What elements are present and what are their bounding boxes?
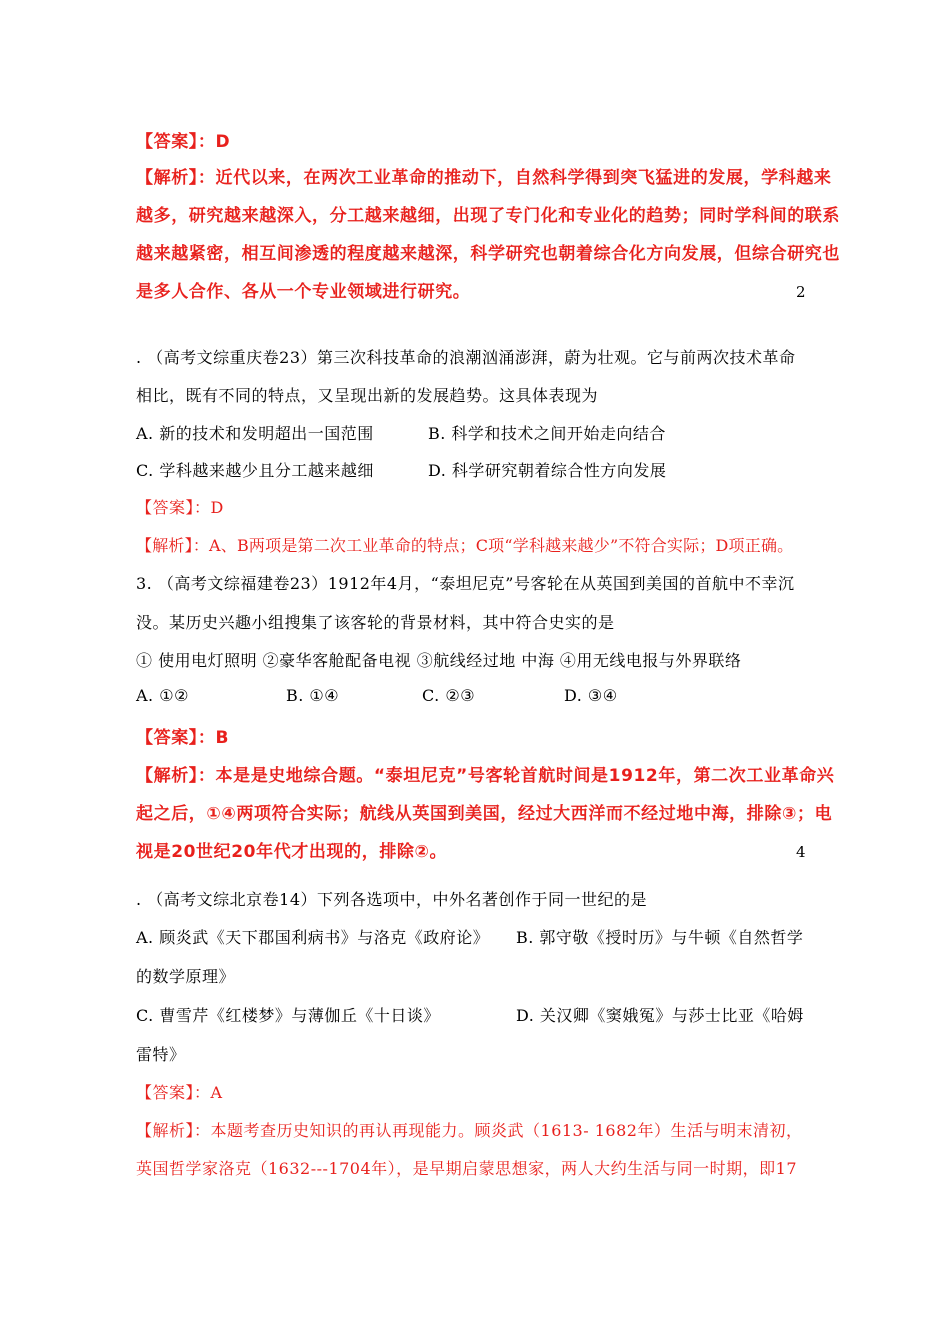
option-d: D. ③④ <box>564 686 618 705</box>
explanation-line: 【解析】：本是是史地综合题。“泰坦尼克”号客轮首航时间是1912年，第二次工业革命兴 <box>136 766 835 786</box>
question-stem: 3. （高考文综福建卷23）1912年4月，“泰坦尼克”号客轮在从英国到美国的首航中不幸沉 <box>136 574 795 593</box>
explanation-line: 英国哲学家洛克（1632---1704年），是早期启蒙思想家，两人大约生活与同一时期，即17 <box>136 1159 798 1178</box>
question-stem: 没。某历史兴趣小组搜集了该客轮的背景材料，其中符合史实的是 <box>136 613 615 632</box>
answer-value: ：D <box>194 498 224 517</box>
answer-label: 【答案】 <box>136 728 198 748</box>
page-number: 2 <box>796 283 806 301</box>
option-a: A. 顾炎武《天下郡国利病书》与洛克《政府论》 <box>136 928 490 947</box>
answer-line-2 <box>136 495 224 518</box>
explanation-line: 视是20世纪20年代才出现的，排除②。 <box>136 842 448 862</box>
explanation-line: 【解析】：A、B两项是第二次工业革命的特点；C项“学科越来越少”不符合实际；D项正确。 <box>136 536 794 555</box>
page-number: 4 <box>796 843 806 861</box>
option-c: C. 曹雪芹《红楼梦》与薄伽丘《十日谈》 <box>136 1006 440 1025</box>
answer-label: 【答案】 <box>136 1083 195 1102</box>
option-c: C. ②③ <box>422 686 476 705</box>
explanation-label: 【解析】 <box>136 1121 195 1140</box>
option-d: D. 关汉卿《窦娥冤》与莎士比亚《哈姆 <box>516 1006 804 1025</box>
option-b: B. 科学和技术之间开始走向结合 <box>428 424 666 443</box>
option-b-continued: 的数学原理》 <box>136 967 236 986</box>
question-stem: 相比，既有不同的特点，又呈现出新的发展趋势。这具体表现为 <box>136 386 599 405</box>
answer-line-3 <box>136 723 229 748</box>
option-d-continued: 雷特》 <box>136 1045 186 1064</box>
question-stem: ① 使用电灯照明 ②豪华客舱配备电视 ③航线经过地 中海 ④用无线电报与外界联络 <box>136 651 742 670</box>
explanation-line: 【解析】：本题考查历史知识的再认再现能力。顾炎武（1613- 1682年）生活与明末清初， <box>136 1121 803 1140</box>
option-b: B. 郭守敬《授时历》与牛顿《自然哲学 <box>516 928 804 947</box>
explanation-line: 是多人合作、各从一个专业领域进行研究。 <box>136 282 471 302</box>
explanation-label: 【解析】 <box>136 168 198 188</box>
answer-value: ：A <box>194 1083 223 1102</box>
answer-line-4 <box>136 1080 223 1103</box>
answer-value: ：D <box>197 132 231 152</box>
option-b: B. ①④ <box>286 686 340 705</box>
answer-label: 【答案】 <box>136 498 195 517</box>
explanation-line: 起之后，①④两项符合实际；航线从英国到美国，经过大西洋而不经过地中海，排除③；电 <box>136 804 833 824</box>
option-a: A. 新的技术和发明超出一国范围 <box>136 424 374 443</box>
option-c: C. 学科越来越少且分工越来越细 <box>136 461 374 480</box>
option-d: D. 科学研究朝着综合性方向发展 <box>428 461 667 480</box>
explanation-label: 【解析】 <box>136 766 198 786</box>
explanation-line: 【解析】：近代以来，在两次工业革命的推动下，自然科学得到突飞猛进的发展，学科越来 <box>136 168 832 188</box>
answer-label: 【答案】 <box>136 132 198 152</box>
explanation-label: 【解析】 <box>136 536 193 555</box>
answer-value: ：B <box>197 728 230 748</box>
question-stem: . （高考文综重庆卷23）第三次科技革命的浪潮汹涌澎湃，蔚为壮观。它与前两次技术革命 <box>136 348 796 367</box>
explanation-line: 越来越紧密，相互间渗透的程度越来越深，科学研究也朝着综合化方向发展，但综合研究也 <box>136 244 840 264</box>
answer-line-1 <box>136 127 230 152</box>
option-a: A. ①② <box>136 686 189 705</box>
question-stem: . （高考文综北京卷14）下列各选项中，中外名著创作于同一世纪的是 <box>136 890 648 909</box>
explanation-line: 越多，研究越来越深入，分工越来越细，出现了专门化和专业化的趋势；同时学科间的联系 <box>136 206 840 226</box>
